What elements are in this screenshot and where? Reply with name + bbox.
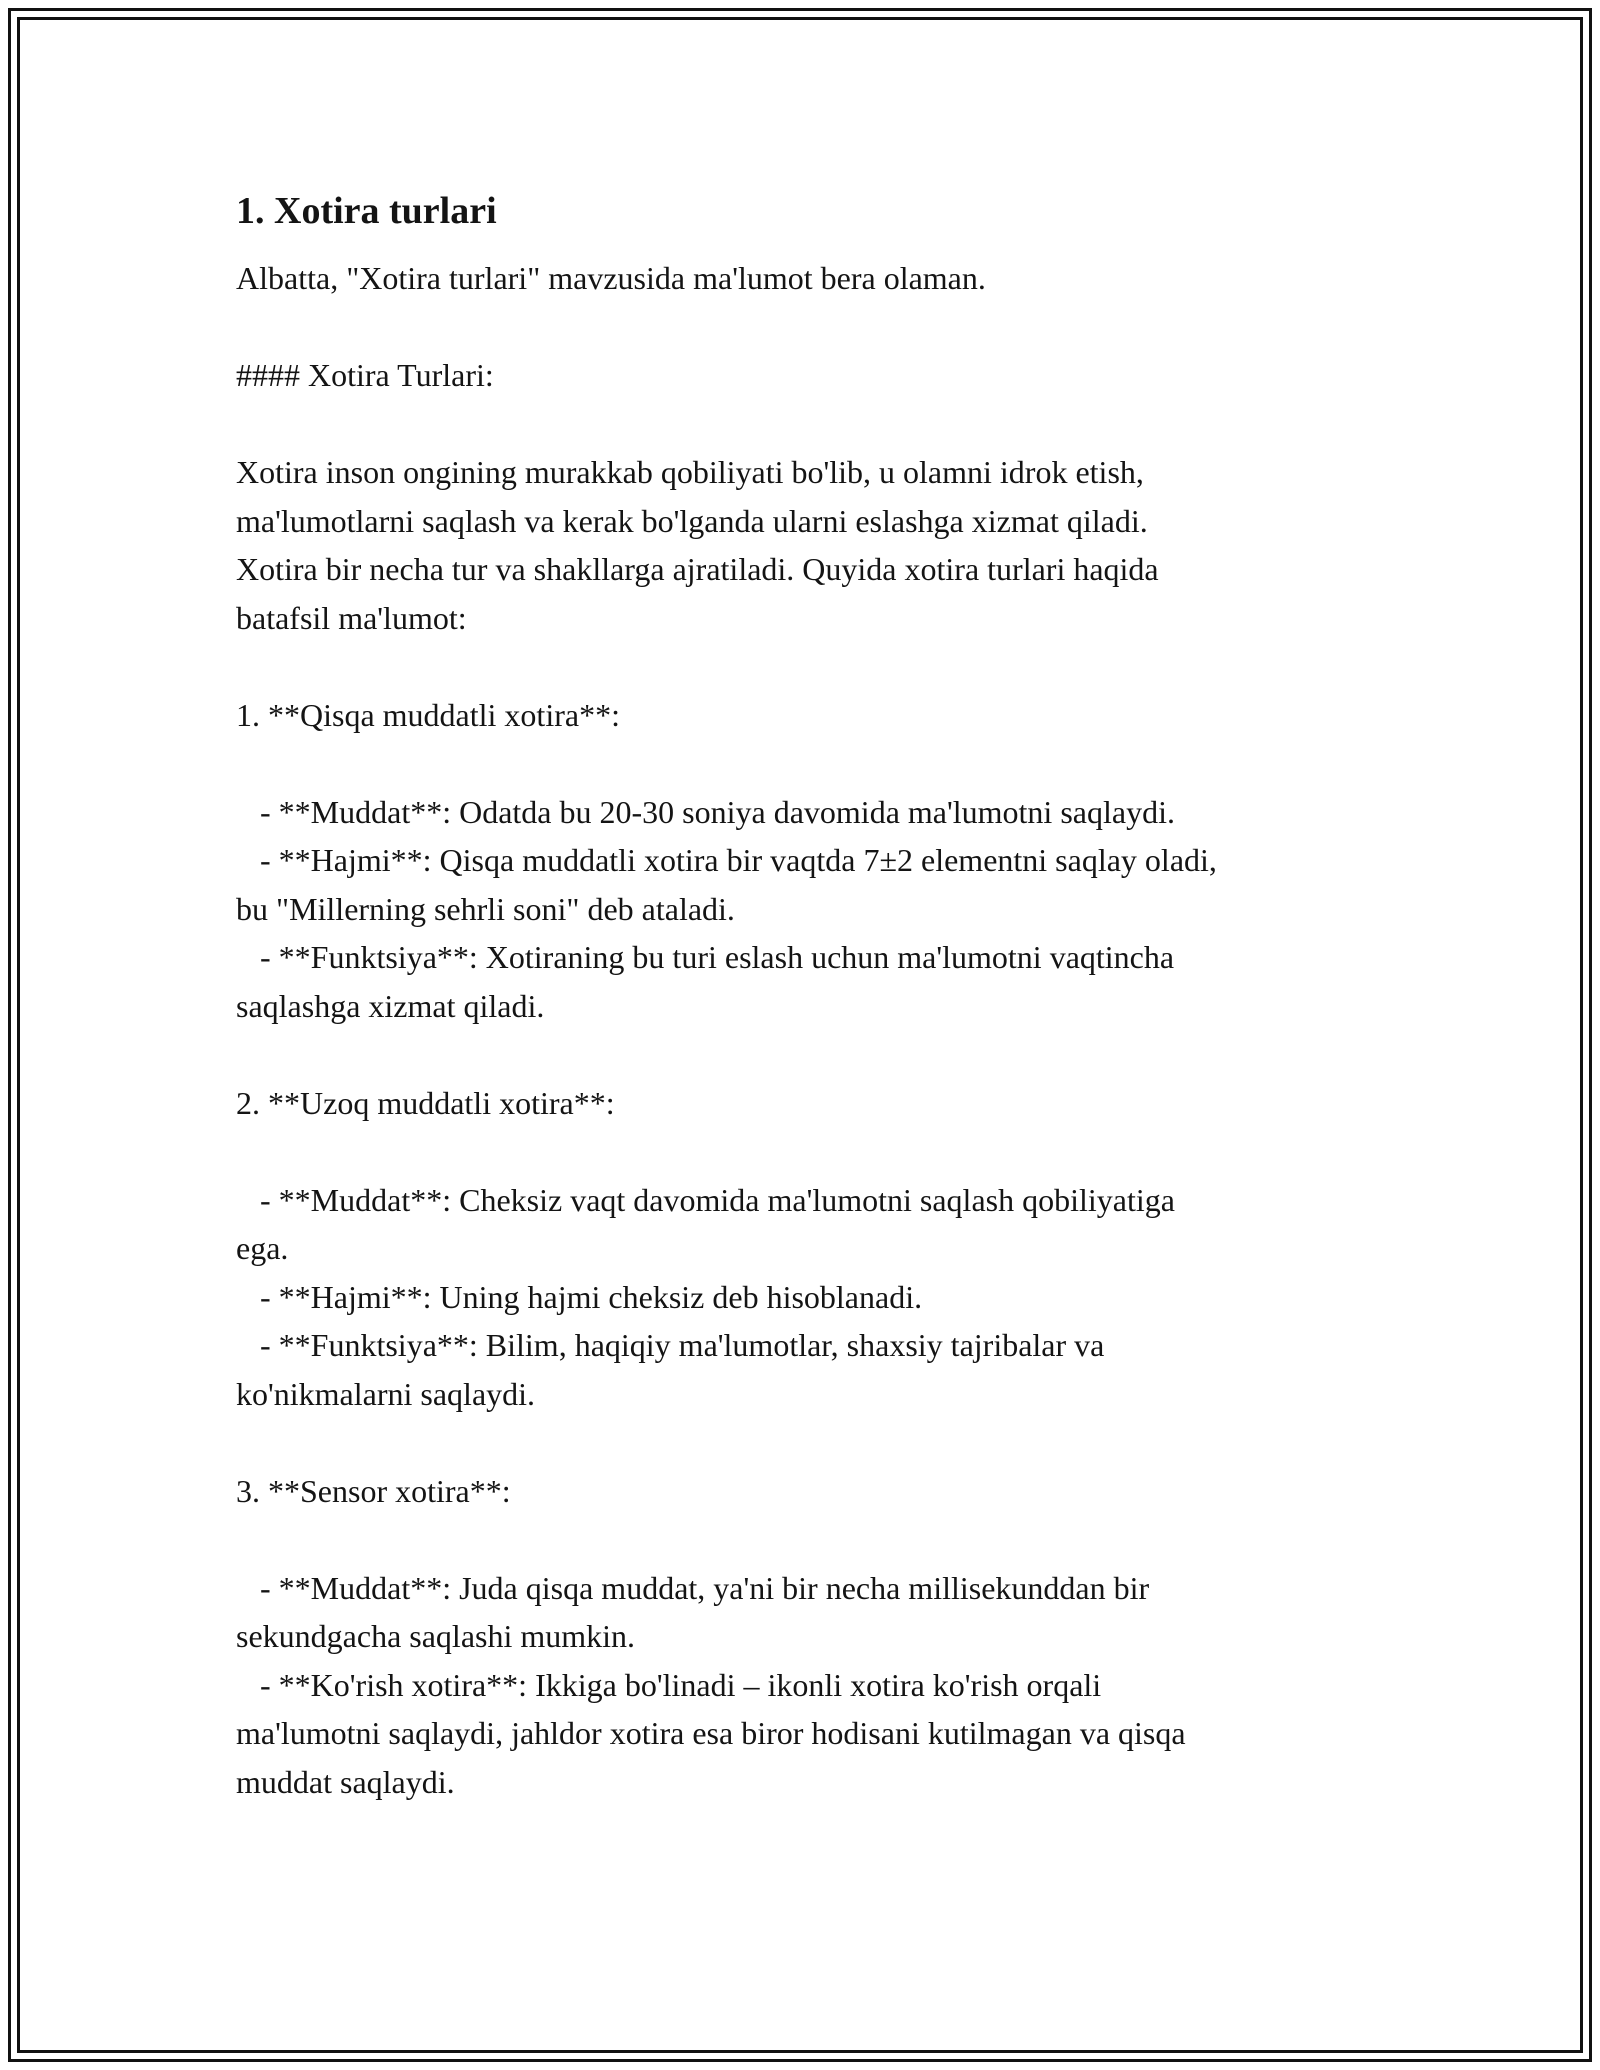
text-line: 2. **Uzoq muddatli xotira**: [236, 1084, 615, 1121]
text-line: - **Funktsiya**: Xotiraning bu turi eslash uchun ma'lumotni vaqtincha [236, 939, 1175, 975]
text-line: 3. **Sensor xotira**: [236, 1472, 511, 1509]
text-line: ko'nikmalarni saqlaydi. [236, 1375, 536, 1412]
blank-line [236, 303, 1386, 352]
text-line: saqlashga xizmat qiladi. [236, 987, 545, 1024]
text-line: sekundgacha saqlashi mumkin. [236, 1618, 636, 1654]
blank-line [236, 1127, 1386, 1176]
text-line: bu "Millerning sehrli soni" deb ataladi. [236, 890, 735, 927]
text-line: - **Funktsiya**: Bilim, haqiqiy ma'lumotlar, shaxsiy tajribalar va [236, 1327, 1105, 1363]
blank-line [236, 1418, 1386, 1467]
blank-line [236, 739, 1386, 788]
text-line: - **Hajmi**: Qisqa muddatli xotira bir vaqtda 7±2 elementni saqlay oladi, [236, 842, 1217, 878]
text-line: Xotira inson ongining murakkab qobiliyati bo'lib, u olamni idrok etish, [236, 454, 1144, 490]
text-line: 1. **Qisqa muddatli xotira**: [236, 696, 620, 733]
text-line: ega. [236, 1230, 289, 1266]
text-line: batafsil ma'lumot: [236, 599, 467, 636]
blank-line [236, 1030, 1386, 1079]
blank-line [236, 642, 1386, 691]
text-line: ma'lumotlarni saqlash va kerak bo'lganda ularni eslashga xizmat qiladi. [236, 502, 1148, 539]
text-line: - **Muddat**: Odatda bu 20-30 soniya davomida ma'lumotni saqlaydi. [236, 793, 1175, 830]
text-line: - **Muddat**: Juda qisqa muddat, ya'ni bir necha millisekunddan bir [236, 1569, 1150, 1606]
text-line: - **Ko'rish xotira**: Ikkiga bo'linadi – ikonli xotira ko'rish orqali [236, 1666, 1102, 1703]
text-line: #### Xotira Turlari: [236, 357, 494, 393]
text-line: Albatta, "Xotira turlari" mavzusida ma'lumot bera olaman. [236, 260, 986, 296]
text-line: Xotira bir necha tur va shakllarga ajratiladi. Quyida xotira turlari haqida [236, 551, 1159, 587]
blank-line [236, 400, 1386, 449]
text-line: muddat saqlaydi. [236, 1763, 455, 1800]
text-line: ma'lumotni saqlaydi, jahldor xotira esa biror hodisani kutilmagan va qisqa [236, 1715, 1186, 1751]
blank-line [236, 1515, 1386, 1564]
document-body [236, 185, 1386, 1806]
text-line: - **Hajmi**: Uning hajmi cheksiz deb hisoblanadi. [236, 1278, 923, 1315]
document-title: 1. Xotira turlari [236, 190, 497, 232]
text-line: - **Muddat**: Cheksiz vaqt davomida ma'lumotni saqlash qobiliyatiga [236, 1181, 1175, 1218]
